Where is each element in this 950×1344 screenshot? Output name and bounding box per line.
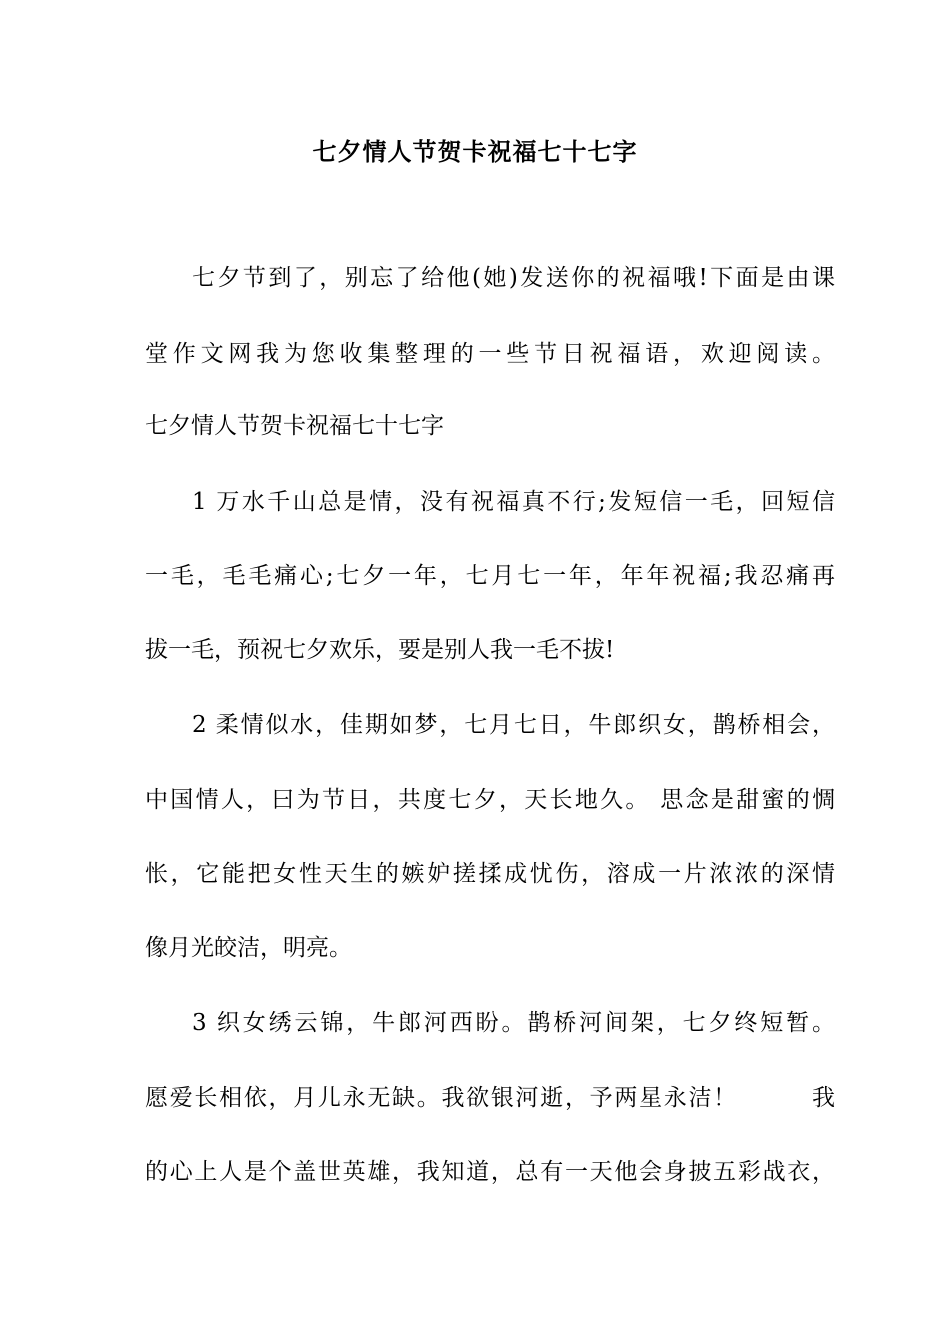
paragraph-line: 3 织女绣云锦，牛郎河西盼。鹊桥河间架，七夕终短暂。 — [192, 1010, 835, 1036]
paragraph-line: 一毛，毛毛痛心;七夕一年，七月七一年，年年祝福;我忍痛再 — [145, 563, 835, 589]
paragraph-line: 1 万水千山总是情，没有祝福真不行;发短信一毛，回短信 — [192, 489, 835, 515]
paragraph-line: 堂作文网我为您收集整理的一些节日祝福语，欢迎阅读。 — [145, 341, 835, 367]
section-heading: 七夕情人节贺卡祝福七十七字 — [145, 413, 444, 439]
paragraph-line: 中国情人，曰为节日，共度七夕，天长地久。 思念是甜蜜的惆 — [145, 787, 835, 813]
paragraph-line: 2 柔情似水，佳期如梦，七月七日，牛郎织女，鹊桥相会， — [192, 712, 835, 738]
paragraph-line: 怅，它能把女性天生的嫉妒搓揉成忧伤，溶成一片浓浓的深情 — [145, 861, 835, 887]
paragraph-line: 的心上人是个盖世英雄，我知道，总有一天他会身披五彩战衣， — [145, 1159, 835, 1185]
document-title: 七夕情人节贺卡祝福七十七字 — [312, 137, 638, 166]
paragraph-line: 像月光皎洁，明亮。 — [145, 935, 352, 961]
paragraph-line: 愿爱长相依，月儿永无缺。我欲银河逝，予两星永洁！ 我 — [145, 1085, 835, 1111]
paragraph-line: 拔一毛，预祝七夕欢乐，要是别人我一毛不拔! — [145, 637, 615, 663]
paragraph-line: 七夕节到了，别忘了给他(她)发送你的祝福哦!下面是由课 — [192, 265, 835, 291]
